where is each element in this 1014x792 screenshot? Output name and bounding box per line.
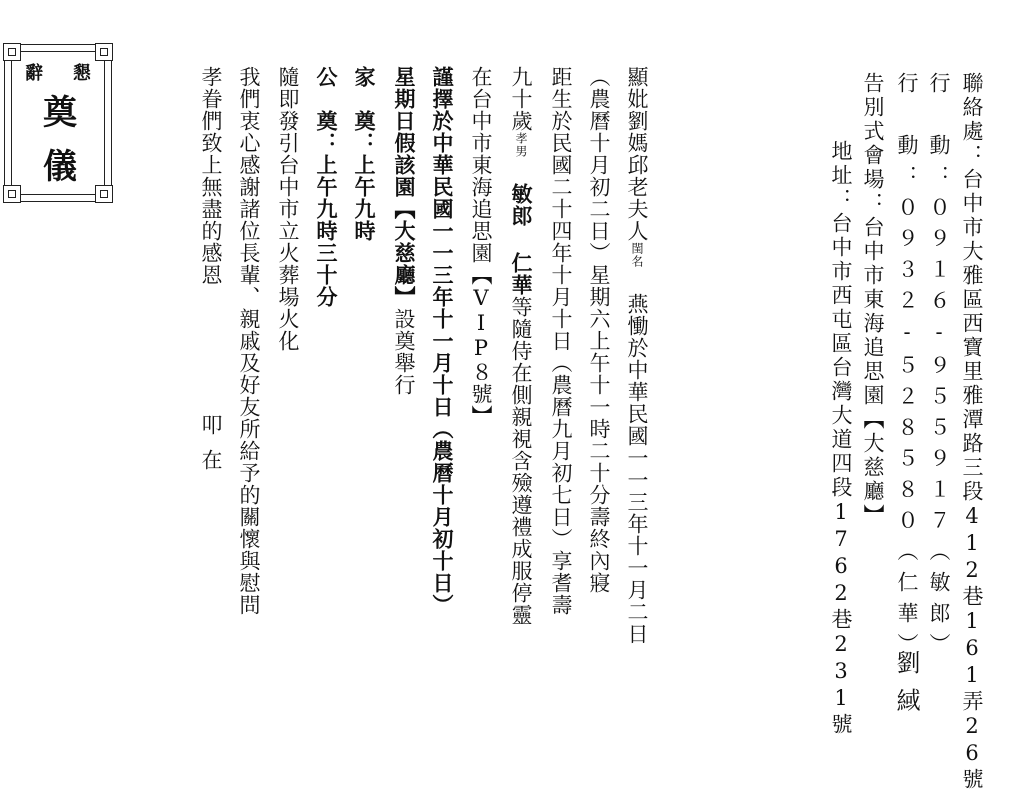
son-name-1: 敏郎 [509, 183, 534, 227]
name-note: 閨名 [630, 242, 644, 268]
label-small-right: 懇 [73, 63, 91, 84]
public-rite-time: 公 奠：上午九時三十分 [314, 66, 339, 308]
decline-offerings-box [4, 44, 112, 202]
son-note: 孝男 [514, 132, 528, 158]
obit-line-4 [510, 66, 532, 626]
death-date: 燕慟於中華民國一一三年十一月二日 [625, 293, 649, 645]
obit-line-1 [626, 66, 647, 645]
wake-text: 等隨侍在側親視含殮遵禮成服停靈 [509, 296, 533, 626]
label-small-left: 辭 [25, 63, 43, 84]
contact-phone-2: 行 動：０９３２-５２８５８０（仁華） [895, 72, 919, 664]
obit-line-2: （農曆十月初二日）星期六上午十一時二十分壽終內寢 [587, 66, 611, 594]
ceremony-action: 設奠舉行 [392, 308, 416, 396]
signature: 劉緎 [892, 650, 920, 726]
obit-line-3: 距生於民國二十四年十月十日（農曆九月初七日）享耆壽 [549, 66, 573, 616]
ceremony-day: 星期日假該園 [392, 66, 417, 198]
contact-address: 聯絡處：台中市大雅區西寶里雅潭路三段412巷161弄26號 [960, 72, 984, 792]
closing-bow: 叩在 [199, 414, 223, 484]
age: 九十歲 [509, 66, 533, 132]
label-big-2: 儀 [43, 147, 77, 187]
son-name-2: 仁華 [509, 252, 534, 296]
hall-name: 【大慈廳】 [392, 198, 417, 308]
family-rite-time: 家 奠：上午九時 [352, 66, 377, 242]
label-big-1: 奠 [43, 93, 77, 133]
thanks-line: 我們衷心感謝諸位長輩、親戚及好友所給予的關懷與慰問 [237, 66, 261, 616]
deceased-name: 顯妣劉媽邱老夫人 [625, 66, 649, 242]
cremation-note: 隨即發引台中市立火葬場火化 [276, 66, 300, 352]
funeral-venue: 告別式會場：台中市東海追思園【大慈廳】 [861, 72, 885, 528]
ceremony-date: 謹擇於中華民國一一三年十一月十日（農曆十月初十日） [430, 66, 455, 616]
venue-address: 地址：台中市西屯區台灣大道四段1762巷231號 [829, 140, 853, 737]
obit-line-5: 在台中市東海追思園【VIP８號】 [469, 66, 493, 427]
obit-line-7 [393, 66, 415, 396]
contact-phone-1: 行 動：０９１６-９５５９１７（敏郎） [927, 72, 951, 664]
gratitude-line: 孝眷們致上無盡的感恩 [199, 66, 223, 286]
